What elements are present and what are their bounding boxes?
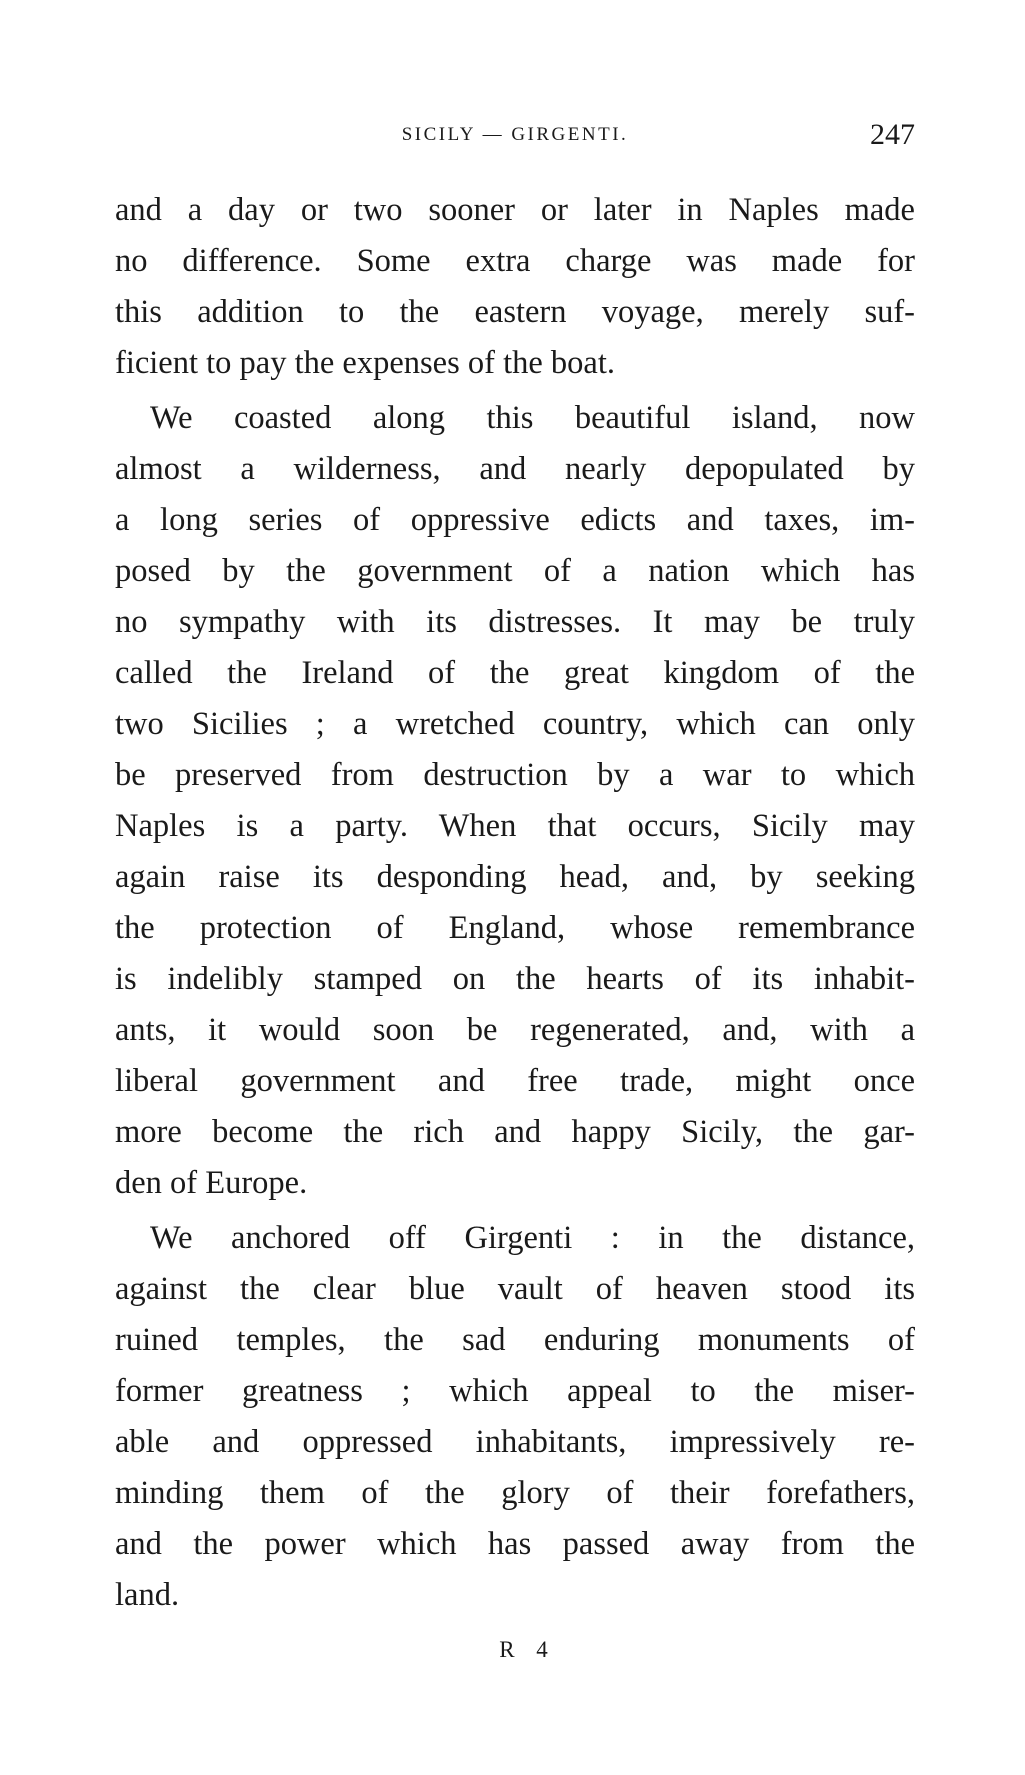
- running-title: SICILY — GIRGENTI.: [401, 124, 629, 145]
- text-line: We anchored off Girgenti : in the distance,: [150, 1220, 915, 1256]
- page-number: 247: [870, 118, 915, 151]
- text-line: and a day or two sooner or later in Naples made: [115, 192, 915, 228]
- text-line: called the Ireland of the great kingdom of the: [115, 655, 915, 691]
- text-line: against the clear blue vault of heaven stood its: [115, 1271, 915, 1307]
- text-line: the protection of England, whose remembrance: [115, 910, 915, 946]
- text-line: Naples is a party. When that occurs, Sicily may: [115, 808, 915, 844]
- text-line: more become the rich and happy Sicily, the gar-: [115, 1114, 915, 1150]
- text-line: be preserved from destruction by a war to which: [115, 757, 915, 793]
- text-line: no sympathy with its distresses. It may be truly: [115, 604, 915, 640]
- text-line: is indelibly stamped on the hearts of its inhabit-: [115, 961, 915, 997]
- text-line: again raise its desponding head, and, by seeking: [115, 859, 915, 895]
- text-line: and the power which has passed away from the: [115, 1526, 915, 1562]
- signature-mark: R 4: [499, 1637, 556, 1662]
- paragraph-1: [115, 185, 915, 389]
- text-line: former greatness ; which appeal to the miser-: [115, 1373, 915, 1409]
- paragraph-3: [115, 1213, 915, 1621]
- text-line: We coasted along this beautiful island, now: [150, 400, 915, 436]
- text-line: ficient to pay the expenses of the boat.: [115, 345, 615, 381]
- text-line: ruined temples, the sad enduring monuments of: [115, 1322, 915, 1358]
- paragraph-2: [115, 393, 915, 1209]
- text-line: minding them of the glory of their forefathers,: [115, 1475, 915, 1511]
- text-line: a long series of oppressive edicts and taxes, im-: [115, 502, 915, 538]
- text-line: land.: [115, 1577, 180, 1613]
- text-line: two Sicilies ; a wretched country, which can only: [115, 706, 915, 742]
- body-text: [115, 185, 915, 1625]
- text-line: liberal government and free trade, might once: [115, 1063, 915, 1099]
- text-line: almost a wilderness, and nearly depopulated by: [115, 451, 915, 487]
- text-line: den of Europe.: [115, 1165, 308, 1201]
- text-line: no difference. Some extra charge was made for: [115, 243, 915, 279]
- text-line: ants, it would soon be regenerated, and, with a: [115, 1012, 915, 1048]
- text-line: posed by the government of a nation which has: [115, 553, 915, 589]
- running-head: [115, 118, 915, 158]
- text-line: able and oppressed inhabitants, impressively re-: [115, 1424, 915, 1460]
- text-line: this addition to the eastern voyage, merely suf-: [115, 294, 915, 330]
